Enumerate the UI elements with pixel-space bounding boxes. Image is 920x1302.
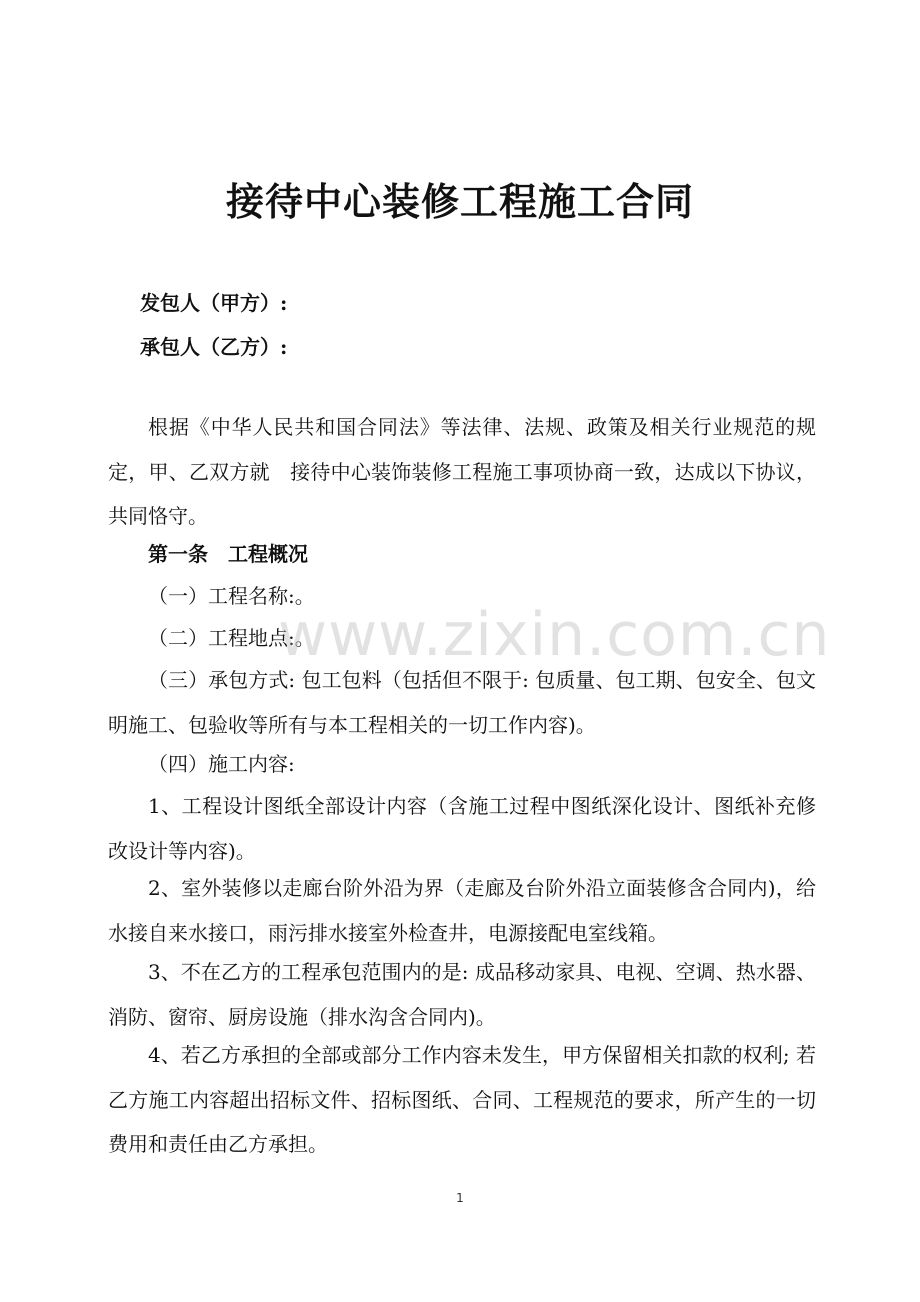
project-name-item: （一）工程名称:。 xyxy=(148,584,315,608)
contract-title: 接待中心装修工程施工合同 xyxy=(225,179,694,224)
content-clause-4: 4、若乙方承担的全部或部分工作内容未发生，甲方保留相关扣款的权利; 若乙方施工内容超出招标文件、招标图纸、合同、工程规范的要求，所产生的一切费用和责任由乙方承担。 xyxy=(108,1043,816,1156)
article-1-heading: 第一条 工程概况 xyxy=(148,542,308,566)
page-number: 1 xyxy=(456,1191,464,1205)
content-clause-3: 3、不在乙方的工程承包范围内的是: 成品移动家具、电视、空调、热水器、消防、窗帘、厨房设施（排水沟含合同内)。 xyxy=(108,960,816,1029)
content-clause-2: 2、室外装修以走廊台阶外沿为界（走廊及台阶外沿立面装修含合同内)，给水接自来水接口，雨污排水接室外检查井，电源接配电室线箱。 xyxy=(108,876,816,945)
intro-paragraph: 根据《中华人民共和国合同法》等法律、法规、政策及相关行业规范的规定，甲、乙双方就 接待中心装饰装修工程施工事项协商一致，达成以下协议，共同恪守。 xyxy=(108,415,816,528)
construction-content-item: （四）施工内容: xyxy=(148,752,295,776)
content-clause-1: 1、工程设计图纸全部设计内容（含施工过程中图纸深化设计、图纸补充修改设计等内容)。 xyxy=(108,794,816,863)
party-b-label: 承包人（乙方）: xyxy=(140,335,288,359)
project-location-item: （二）工程地点:。 xyxy=(148,626,315,650)
party-a-label: 发包人（甲方）: xyxy=(140,291,288,315)
contracting-method-item: （三）承包方式: 包工包料（包括但不限于: 包质量、包工期、包安全、包文明施工、包验收等所有与本工程相关的一切工作内容)。 xyxy=(108,668,816,737)
watermark: www.zixin.com.cn xyxy=(278,600,831,670)
